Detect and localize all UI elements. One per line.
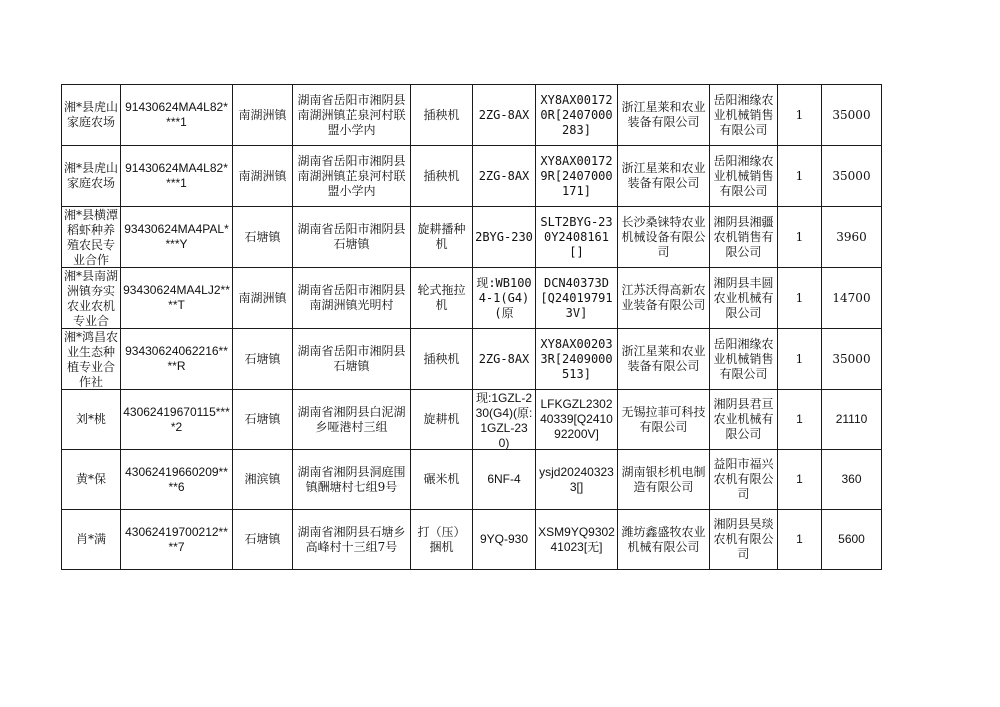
- cell-model: 2ZG-8AX: [473, 85, 536, 146]
- cell-quantity: 1: [778, 510, 822, 570]
- table-row: [62, 390, 882, 450]
- cell-amount: 14700: [822, 268, 882, 329]
- table-row: [62, 329, 882, 390]
- cell-quantity: 1: [778, 85, 822, 146]
- subsidy-table: [61, 84, 882, 570]
- cell-model: 2ZG-8AX: [473, 329, 536, 390]
- cell-amount: 3960: [822, 207, 882, 268]
- cell-town: 石塘镇: [233, 390, 293, 450]
- cell-amount: 35000: [822, 329, 882, 390]
- cell-buyer-name: 刘*桃: [62, 390, 121, 450]
- cell-manufacturer: 浙江星莱和农业装备有限公司: [618, 85, 710, 146]
- cell-machine-type: 插秧机: [411, 85, 473, 146]
- table-row: [62, 207, 882, 268]
- cell-town: 湘滨镇: [233, 450, 293, 510]
- cell-serial-number: SLT2BYG-230Y2408161[]: [536, 207, 618, 268]
- table-row: [62, 146, 882, 207]
- cell-town: 石塘镇: [233, 207, 293, 268]
- table-row: [62, 85, 882, 146]
- cell-serial-number: XSM9YQ930241023[无]: [536, 510, 618, 570]
- cell-dealer: 湘阴县丰圆农业机械有限公司: [710, 268, 778, 329]
- cell-quantity: 1: [778, 329, 822, 390]
- cell-town: 石塘镇: [233, 510, 293, 570]
- cell-machine-type: 插秧机: [411, 146, 473, 207]
- cell-manufacturer: 潍坊鑫盛牧农业机械有限公司: [618, 510, 710, 570]
- cell-credit-code: 43062419700212****7: [121, 510, 233, 570]
- cell-buyer-name: 湘*县虎山家庭农场: [62, 146, 121, 207]
- cell-quantity: 1: [778, 207, 822, 268]
- cell-dealer: 湘阴县君亘农业机械有限公司: [710, 390, 778, 450]
- cell-quantity: 1: [778, 390, 822, 450]
- cell-quantity: 1: [778, 146, 822, 207]
- table-row: [62, 450, 882, 510]
- cell-dealer: 湘阴县湘疆农机销售有限公司: [710, 207, 778, 268]
- cell-address: 湖南省岳阳市湘阴县南湖洲镇芷泉河村联盟小学内: [293, 146, 411, 207]
- cell-dealer: 岳阳湘缘农业机械销售有限公司: [710, 146, 778, 207]
- cell-credit-code: 93430624062216****R: [121, 329, 233, 390]
- cell-serial-number: LFKGZL230240339[Q241092200V]: [536, 390, 618, 450]
- cell-model: 现:1GZL-230(G4)(原:1GZL-230): [473, 390, 536, 450]
- cell-credit-code: 43062419660209****6: [121, 450, 233, 510]
- cell-amount: 35000: [822, 85, 882, 146]
- cell-serial-number: XY8AX002033R[2409000513]: [536, 329, 618, 390]
- cell-serial-number: DCN40373D[Q240197913V]: [536, 268, 618, 329]
- cell-model: 2BYG-230: [473, 207, 536, 268]
- cell-manufacturer: 无锡拉菲可科技有限公司: [618, 390, 710, 450]
- cell-credit-code: 93430624MA4LJ2****T: [121, 268, 233, 329]
- cell-town: 南湖洲镇: [233, 85, 293, 146]
- cell-machine-type: 旋耕机: [411, 390, 473, 450]
- cell-address: 湖南省湘阴县石塘乡高峰村十三组7号: [293, 510, 411, 570]
- cell-town: 石塘镇: [233, 329, 293, 390]
- cell-machine-type: 轮式拖拉机: [411, 268, 473, 329]
- cell-address: 湖南省岳阳市湘阴县南湖洲镇芷泉河村联盟小学内: [293, 85, 411, 146]
- cell-manufacturer: 浙江星莱和农业装备有限公司: [618, 329, 710, 390]
- cell-machine-type: 插秧机: [411, 329, 473, 390]
- cell-amount: 5600: [822, 510, 882, 570]
- cell-model: 6NF-4: [473, 450, 536, 510]
- cell-address: 湖南省岳阳市湘阴县石塘镇: [293, 329, 411, 390]
- cell-manufacturer: 浙江星莱和农业装备有限公司: [618, 146, 710, 207]
- cell-dealer: 岳阳湘缘农业机械销售有限公司: [710, 85, 778, 146]
- cell-serial-number: XY8AX001720R[2407000283]: [536, 85, 618, 146]
- cell-address: 湖南省湘阴县白泥湖乡哑港村三组: [293, 390, 411, 450]
- cell-manufacturer: 江苏沃得高新农业装备有限公司: [618, 268, 710, 329]
- cell-machine-type: 旋耕播种机: [411, 207, 473, 268]
- cell-amount: 35000: [822, 146, 882, 207]
- cell-buyer-name: 肖*满: [62, 510, 121, 570]
- table-body: [62, 85, 882, 570]
- cell-amount: 360: [822, 450, 882, 510]
- cell-credit-code: 91430624MA4L82****1: [121, 85, 233, 146]
- cell-town: 南湖洲镇: [233, 268, 293, 329]
- cell-machine-type: 碾米机: [411, 450, 473, 510]
- cell-buyer-name: 湘*鸿昌农业生态种植专业合作社: [62, 329, 121, 390]
- cell-dealer: 益阳市福兴农机有限公司: [710, 450, 778, 510]
- cell-serial-number: XY8AX001729R[2407000171]: [536, 146, 618, 207]
- subsidy-record-sheet: [61, 84, 881, 570]
- cell-buyer-name: 湘*县南湖洲镇夯实农业农机专业合: [62, 268, 121, 329]
- cell-manufacturer: 长沙桑铼特农业机械设备有限公司: [618, 207, 710, 268]
- cell-buyer-name: 湘*县虎山家庭农场: [62, 85, 121, 146]
- table-row: [62, 268, 882, 329]
- cell-address: 湖南省岳阳市湘阴县南湖洲镇光明村: [293, 268, 411, 329]
- cell-model: 2ZG-8AX: [473, 146, 536, 207]
- cell-address: 湖南省岳阳市湘阴县石塘镇: [293, 207, 411, 268]
- cell-buyer-name: 湘*县横潭稻虾种养殖农民专业合作: [62, 207, 121, 268]
- cell-dealer: 岳阳湘缘农业机械销售有限公司: [710, 329, 778, 390]
- cell-model: 现:WB1004-1(G4)(原: [473, 268, 536, 329]
- cell-address: 湖南省湘阴县洞庭围镇酬塘村七组9号: [293, 450, 411, 510]
- cell-credit-code: 93430624MA4PAL****Y: [121, 207, 233, 268]
- cell-town: 南湖洲镇: [233, 146, 293, 207]
- cell-machine-type: 打（压）捆机: [411, 510, 473, 570]
- cell-dealer: 湘阴县昊琰农机有限公司: [710, 510, 778, 570]
- cell-serial-number: ysjd202403233[]: [536, 450, 618, 510]
- cell-quantity: 1: [778, 268, 822, 329]
- cell-buyer-name: 黄*保: [62, 450, 121, 510]
- cell-amount: 21110: [822, 390, 882, 450]
- cell-manufacturer: 湖南银杉机电制造有限公司: [618, 450, 710, 510]
- cell-credit-code: 91430624MA4L82****1: [121, 146, 233, 207]
- cell-quantity: 1: [778, 450, 822, 510]
- table-row: [62, 510, 882, 570]
- cell-credit-code: 43062419670115****2: [121, 390, 233, 450]
- cell-model: 9YQ-930: [473, 510, 536, 570]
